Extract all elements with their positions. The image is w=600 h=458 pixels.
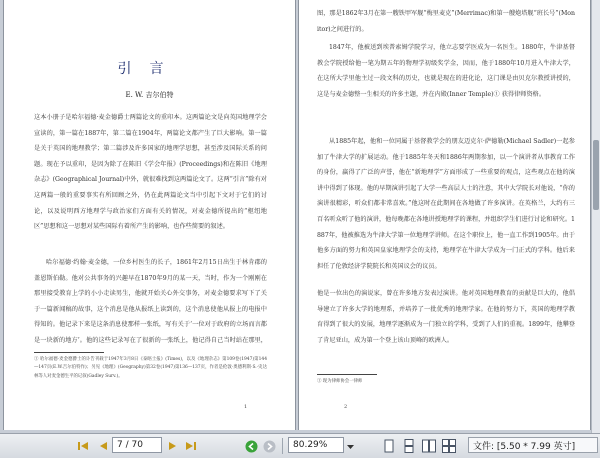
scrollbar-thumb[interactable] — [593, 140, 599, 210]
body-paragraph-2: 1847年，他被送到埃普索姆学院学习，他立志要学医成为一名医生。1880年，牛津基督教会学院授给他一笔为期五年的物理学初级奖学金，因而，他于1880年10月进入牛津大学，在这所大学里他主过一段文科的历史，也就是现在的进化论，这门课是由贝克尔教授讲授的，这是与麦金德整一生相关的许多主题，并在内殿(Inner Temple)① 获得律师资格。 — [317, 44, 575, 98]
navigation-toolbar — [0, 433, 600, 458]
vertical-scrollbar[interactable] — [591, 0, 600, 433]
single-page-icon[interactable] — [382, 439, 396, 453]
next-page-icon[interactable] — [166, 439, 180, 453]
facing-page-icon[interactable] — [422, 439, 436, 453]
body-paragraph-1: 图，那是1862年3月在第一艘铁甲军舰“梅里麦克”(Merrimac)和第一艘炮塔舰“班长号”(Monitor)之间进行的。 — [317, 10, 575, 33]
footnote-divider — [34, 352, 104, 353]
intro-paragraph-1: 这本小册子是哈尔福德·麦金德爵士两篇论文的重印本。这两篇论文是向英国地理学会宣读的，第一篇在1887年，第二篇在1904年，两篇论文都产生了巨大影响。第一篇是关于英国的地理教学；第二篇涉及许多国家的地理学思想，甚至涉及国际关系的问题。现在予以重印，是因为除了在陈旧《学会年报》(Proceedings)和在陈旧《地理杂志》(Geographical Journal)中外，就很难找到这两篇论文了。这两“引言”除有对这两篇一般的重要事实有所回顾之外，仍在此两篇论文当中引起下文对于它们的讨论，以及说明西方地理学与政治家们方面有关的情况，对麦金德所提出的“枢纽地区”思想和这一思想对某些国际有着所产生的影响，也作些简要的叙述。 — [34, 114, 267, 231]
go-back-icon[interactable] — [244, 439, 258, 453]
previous-page-icon[interactable] — [96, 439, 110, 453]
last-page-icon[interactable] — [184, 439, 198, 453]
page-number: 2 — [344, 404, 348, 410]
footnote-text: ① 现为律师协会一律师 — [317, 379, 363, 384]
zoom-dropdown-icon[interactable] — [344, 439, 356, 453]
body-paragraph-4: 他是一位出色的演说家，曾在许多地方发表过演讲。他对英国地理教育的贡献是巨大的，他倡导建立了许多大学的地理系，并培养了一批优秀的地理学家。在他的努力下，英国的地理学教育得到了很大的发展，地理学逐渐成为一门独立的学科，受到了人们的重视。1899年，他攀登了肯尼亚山，成为第一个登上该山顶峰的欧洲人。 — [317, 290, 575, 344]
zoom-field[interactable]: 80.29% — [288, 437, 344, 453]
intro-paragraph-2: 哈尔福德·约翰·麦金德，一位乡村医生的长子，1861年2月15日出生于林肯郡的盖恩斯伯勒。他对公共事务的兴趣早在1870年9月的某一天，当时，作为一个刚刚在那里接受教育上学的小小走读男生，他就开始关心外交事务，对麦金德要求写下了关于一篇新闻稿的故事，这个消息是他从报纸上读到的，这个消息使他从报上的电报中得知的。他记录下来是这条消息使那样一张纸，写有关于‘一位对于政府的立场而言都是一块新的地方’。他的这些记录写在了很新的一张纸上，他记得自己当时站在那里， — [34, 259, 267, 344]
author-line: E. W. 吉尔伯特 — [125, 91, 174, 99]
page-title: 引言 — [117, 61, 182, 77]
footnote-text: ① 哈尔福德·麦金德爵士的讣告刊载于1947年3月8日《泰晤士报》(Times)，以及《地理杂志》第109卷(1947)第144—147页(E.W.吉尔伯特作)；另见《地理》(Geography)第32卷(1947)第136—137页，作者是伦敦·奥德利斯·S.·史达林等人对麦金德生平的记叙(Gadley Surv.)。 — [34, 357, 267, 379]
continuous-page-icon[interactable] — [402, 439, 416, 453]
go-forward-icon[interactable] — [262, 439, 276, 453]
document-size-readout: 文件: [5.50 * 7.99 英寸] — [468, 437, 598, 453]
document-page-left — [4, 0, 295, 430]
toolbar-separator — [282, 438, 283, 454]
body-paragraph-3: 从1885年起，他和一位同属于基督教学会的朋友迈克尔·萨德勒(Michael Sadler)一起参加了牛津大学的扩展运动。他于1885年冬天和1886年两期参加，以一个演讲者从事教育工作的身份，赢得了广泛的声誉，他在“新地理学”方面形成了一些重要的观点，这些观点在他的演讲中得到了体现。他的早期演讲引起了大学一些高层人士的注意，其中大学院长对他说，“你的演讲很精彩，听众们都非常喜欢。”他这时在此期间在各地做了许多演讲。在英格兰，大约有三百名听众听了他的演讲，他每晚都在各地讲授地理学的课程，并组织学生们进行讨论和研究。1887年，他被推选为牛津大学第一位地理学讲师。在这个职位上，他一直工作到1905年。由于他多方面的努力和英国皇家地理学会的支持，地理学在牛津大学成为一门正式的学科。他后来担任了伦敦经济学院院长和英国议会的议员。 — [317, 138, 575, 270]
first-page-icon[interactable] — [76, 439, 90, 453]
continuous-facing-icon[interactable] — [442, 439, 456, 453]
document-page-right — [299, 0, 590, 430]
page-number: 1 — [244, 404, 248, 410]
footnote-divider — [317, 374, 377, 375]
page-number-field[interactable]: 7 / 70 — [112, 437, 162, 453]
